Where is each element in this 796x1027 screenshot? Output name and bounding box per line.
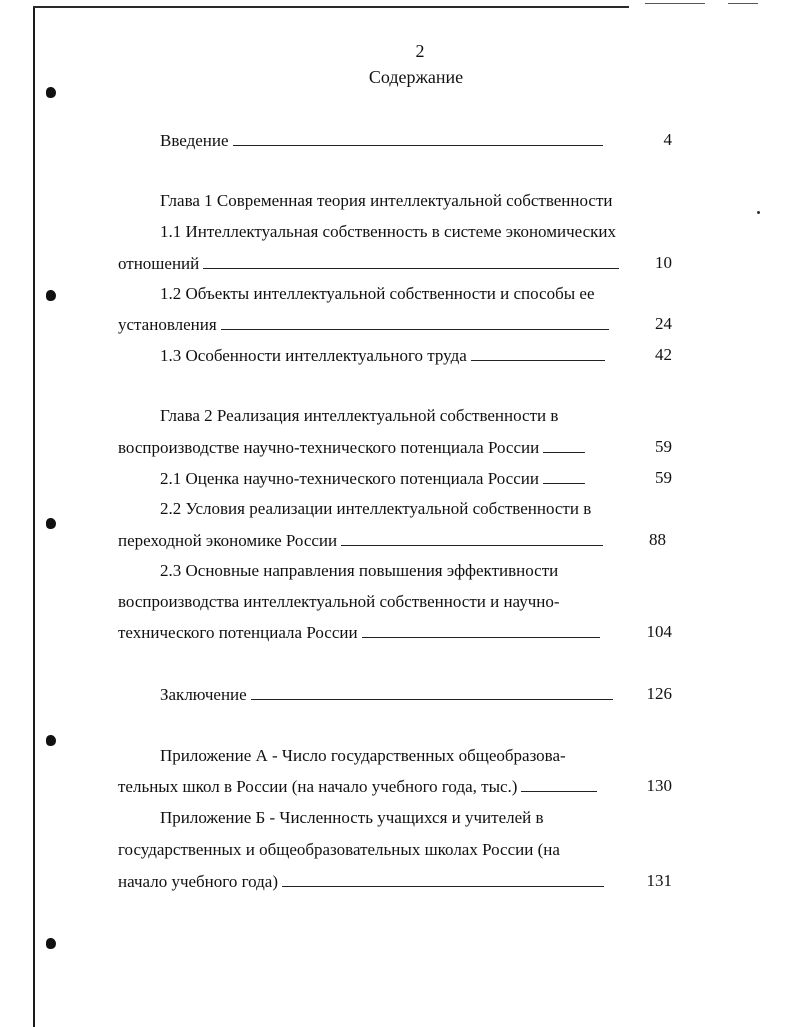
scan-edge-top-fragment — [645, 3, 705, 4]
scan-edge-top-fragment — [728, 3, 758, 4]
dot-leader — [282, 871, 604, 887]
toc-section-1-1-cont — [118, 253, 619, 274]
dot-leader — [221, 314, 609, 330]
toc-section-2-3-cont — [118, 622, 600, 643]
scan-edge-top — [33, 6, 629, 8]
punch-hole-mark — [46, 518, 56, 529]
toc-appendix-b-cont: государственных и общеобразовательных школах России (на — [118, 840, 560, 859]
toc-entry-label: переходной экономике России — [118, 531, 338, 550]
toc-entry-label: отношений — [118, 254, 200, 273]
punch-hole-mark — [46, 735, 56, 746]
toc-appendix-a-cont — [118, 776, 597, 797]
dot-leader — [203, 253, 619, 269]
toc-page-number: 24 — [655, 314, 672, 333]
dot-leader — [521, 776, 597, 792]
toc-page-number: 42 — [655, 345, 672, 364]
punch-hole-mark — [46, 938, 56, 949]
toc-page-number: 4 — [663, 130, 672, 149]
dot-leader — [362, 622, 600, 638]
toc-entry-label: тельных школ в России (на начало учебного года, тыс.) — [118, 777, 518, 796]
page-number: 2 — [415, 41, 425, 61]
toc-section-1-2: 1.2 Объекты интеллектуальной собственности и способы ее — [160, 284, 595, 303]
toc-page-number: 10 — [655, 253, 672, 272]
toc-page-number: 104 — [646, 622, 672, 641]
punch-hole-mark — [46, 87, 56, 98]
toc-section-2-1 — [160, 468, 585, 489]
toc-section-1-1: 1.1 Интеллектуальная собственность в системе экономических — [160, 222, 616, 241]
toc-page-number: 126 — [646, 684, 672, 703]
toc-section-2-2: 2.2 Условия реализации интеллектуальной собственности в — [160, 499, 592, 518]
toc-chapter-2-title-cont — [118, 437, 585, 458]
toc-entry-label: установления — [118, 315, 217, 334]
toc-page-number: 59 — [655, 468, 672, 487]
toc-section-1-3 — [160, 345, 605, 366]
dot-leader — [251, 684, 613, 700]
dot-leader — [471, 345, 605, 361]
toc-appendix-b: Приложение Б - Численность учащихся и учителей в — [160, 808, 544, 827]
toc-page-number: 130 — [646, 776, 672, 795]
toc-section-2-3-cont: воспроизводства интеллектуальной собственности и научно- — [118, 592, 560, 611]
toc-chapter-1-title: Глава 1 Современная теория интеллектуальной собственности — [160, 191, 613, 210]
toc-section-1-2-cont — [118, 314, 609, 335]
toc-entry-label: технического потенциала России — [118, 623, 358, 642]
toc-entry-label: Введение — [160, 131, 229, 150]
toc-entry-intro — [160, 130, 603, 151]
toc-appendix-b-cont — [118, 871, 604, 892]
toc-entry-label: начало учебного года) — [118, 872, 278, 891]
dot-leader — [233, 130, 603, 146]
toc-section-2-3: 2.3 Основные направления повышения эффективности — [160, 561, 559, 580]
toc-page-number: 59 — [655, 437, 672, 456]
dot-leader — [543, 468, 585, 484]
dot-leader — [341, 530, 603, 546]
scan-speck — [757, 211, 760, 214]
toc-entry-label: 2.1 Оценка научно-технического потенциала России — [160, 469, 539, 488]
punch-hole-mark — [46, 290, 56, 301]
toc-page-number: 131 — [646, 871, 672, 890]
toc-chapter-2-title: Глава 2 Реализация интеллектуальной собственности в — [160, 406, 559, 425]
toc-page-number: 88 — [649, 530, 666, 549]
toc-entry-label: 1.3 Особенности интеллектуального труда — [160, 346, 467, 365]
toc-appendix-a: Приложение А - Число государственных общеобразова- — [160, 746, 566, 765]
toc-entry-conclusion — [160, 684, 613, 705]
dot-leader — [543, 437, 585, 453]
toc-section-2-2-cont — [118, 530, 603, 551]
scan-edge-left — [33, 8, 35, 1027]
toc-entry-label: Заключение — [160, 685, 247, 704]
page-title: Содержание — [368, 67, 464, 87]
toc-entry-label: воспроизводстве научно-технического потенциала России — [118, 438, 540, 457]
